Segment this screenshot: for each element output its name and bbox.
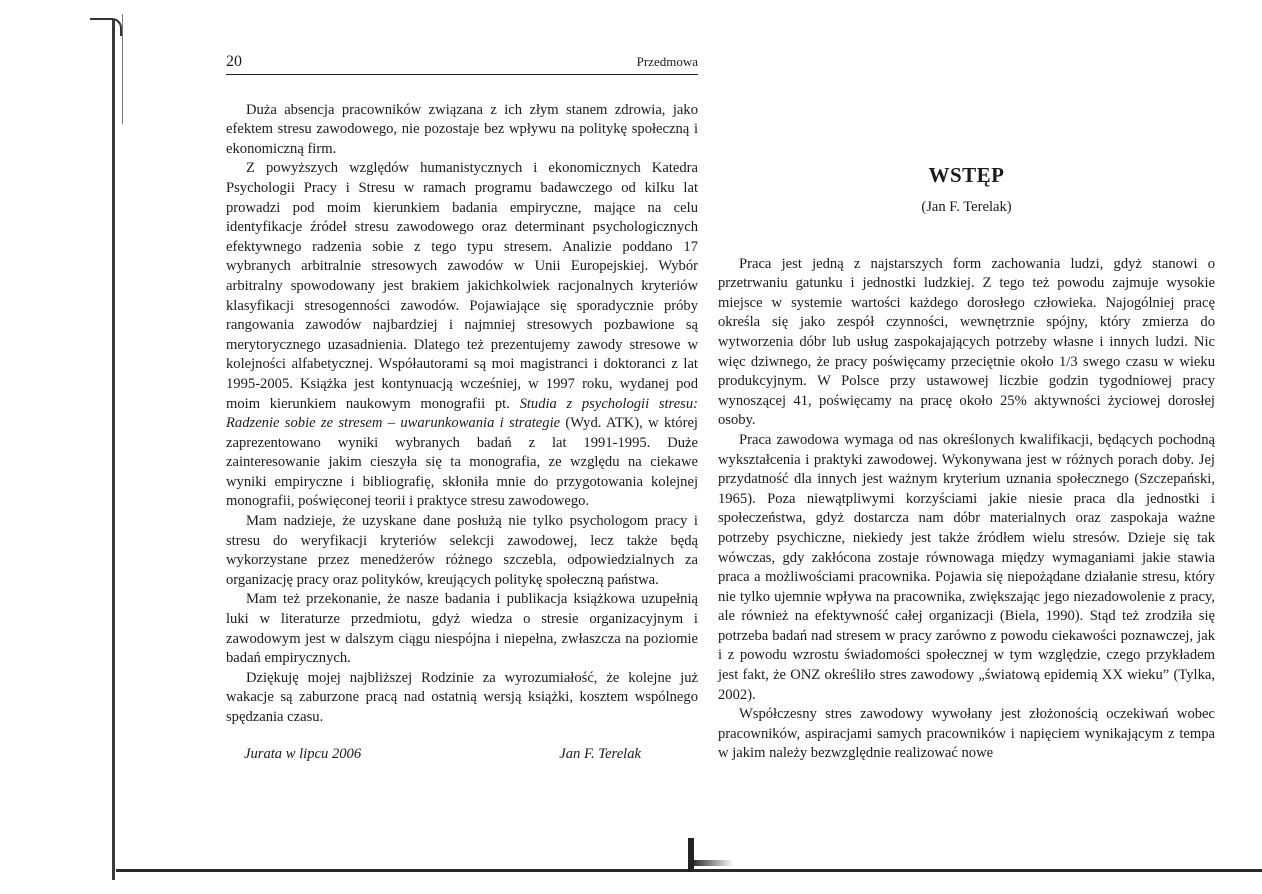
paragraph-text: Z powyższych względów humanistycznych i ekonomicznych Katedra Psychologii Pracy i Stresu w ramach programu badawczego od kilku lat prowadzi pod moim kierunkiem badania empiryczne, mające na celu identyfikacje źródeł stresu zawodowego oraz determinant psychologicznych efektywnego radzenia sobie z tego typu stresem. Analizie poddano 17 wybranych arbitralnie stresowych zawodów w Unii Europejskiej. Wybór arbitralny spowodowany jest brakiem jakichkolwiek racjonalnych kryteriów klasyfikacji stresogenności zawodów. Pojawiające się sporadycznie próby rangowania zawodów najbardziej i najmniej stresowych pozbawione są merytorycznego uzasadnienia. Dlatego też prezentujemy zawody stresowe w kolejności alfabetycznej. Współautorami są moi magistranci i doktoranci z lat 1995-2005. Książka jest kontynuacją wcześniej, w 1997 roku, wydanej pod moim kierunkiem naukowym monografii pt. [226,160,698,412]
paragraph: Praca zawodowa wymaga od nas określonych kwalifikacji, będących pochodną wykształcenia i praktyki zawodowej. Wykonywana jest w różnych porach doby. Jej przydatność dla innych jest ważnym kryterium uznania społecznego (Szczepański, 1965). Poza niewątpliwymi korzyściami jakie niesie praca dla jednostki i społeczeństwa, gdyż dostarcza nam dóbr materialnych oraz zaspokaja ważne potrzeby psychiczne, niekiedy jest także źródłem wielu stresów. Dzieje się tak wówczas, gdy zakłócona zostaje równowaga między wymaganiami jakie stawia praca a możliwościami pracownika. Pojawia się niepożądane działanie stresu, który nie tylko ujemnie wpływa na pracownika, zwiększając jego niezadowolenie z pracy, ale również na efektywność całej organizacji (Biela, 1990). Stąd też zrodziła się potrzeba badań nad stresem w pracy zarówno z powodu ciekawości poznawczej, jak i z powodu wzrostu świadomości społecznej w tym względzie, czego przykładem jest fakt, że ONZ określiło stres zawodowy „światową epidemią XX wieku” (Tylka, 2002). [718,431,1215,703]
place-date: Jurata w lipcu 2006 [244,745,362,762]
page-number: 20 [226,53,242,70]
paragraph-text: (Wyd. ATK), w której zaprezentowano wyniki wybranych badań z lat 1991-1995. Duże zainteresowanie jakim cieszyła się ta monografia, ze względu na ciekawe wyniki empiryczne i bibliografię, skłoniła mnie do przygotowania kolejnej monografii, poświęconej teorii i praktyce stresu zawodowego. [226,415,698,510]
paragraph: Mam też przekonanie, że nasze badania i publikacja książkowa uzupełnią luki w literaturze przedmiotu, gdyż wiedza o stresie organizacyjnym i zawodowym jest w dalszym ciągu niespójna i niepełna, zwłaszcza na poziomie badań empirycznych. [226,591,698,667]
book-title-italic: Studia z psychologii stresu: Radzenie sobie ze stresem – uwarunkowania i strategie [226,395,699,432]
paragraph: Dziękuję mojej najbliższej Rodzinie za wyrozumiałość, że kolejne już wakacje są zaburzone pracą nad ostatnią wersją książki, kosztem wspólnego spędzania czasu. [226,669,698,725]
author-signature: Jan F. Terelak [559,745,641,762]
running-head [226,52,698,75]
scan-binding-edge [112,20,115,880]
chapter-author: (Jan F. Terelak) [921,199,1012,215]
paragraph: Praca jest jedną z najstarszych form zachowania ludzi, gdyż stanowi o przetrwaniu gatunku i jednostki ludzkiej. Z tego też powodu zajmuje wysokie miejsce w systemie wartości każdego dorosłego człowieka. Najogólniej pracę określa się jako zespół czynności, wewnętrznie spójny, który zmierza do wytworzenia dóbr lub usług zaspokajających potrzeby własne i innych ludzi. Nic więc dziwnego, że pracy poświęcamy przeciętnie około 1/3 swego czasu w wieku produkcyjnym. W Polsce przy ustawowej liczbie godzin tygodniowej pracy wynoszącej 41, poświęcamy na pracę około 25% aktywności życiowej dorosłej osoby. [718,255,1215,429]
section-title: Przedmowa [636,54,698,69]
paragraph: Mam nadzieje, że uzyskane dane posłużą nie tylko psychologom pracy i stresu do weryfikacji kryteriów selekcji zawodowej, lecz także będą wykorzystane przez menedżerów różnego szczebla, odpowiedzialnych za organizację pracy oraz polityków, kreujących politykę społeczną państwa. [226,513,698,588]
scan-binding-edge-inner [122,14,123,124]
scan-binding-curve [90,18,122,36]
right-page [718,162,1215,764]
paragraph: Współczesny stres zawodowy wywołany jest złożonością oczekiwań wobec pracowników, aspiracjami samych pracowników i napięciem wynikającym z tempa w jakim należy bezwzględnie realizować nowe [718,706,1215,762]
paragraph [226,159,698,512]
chapter-title: WSTĘP [928,163,1005,187]
paragraph: Duża absencja pracowników związana z ich złym stanem zdrowia, jako efektem stresu zawodowego, nie pozostaje bez wpływu na politykę społeczną i ekonomiczną firm. [226,101,698,157]
book-gutter-shadow-tail [694,860,734,866]
signature-block [226,745,698,765]
left-page [226,52,698,764]
book-gutter-shadow [688,838,694,872]
